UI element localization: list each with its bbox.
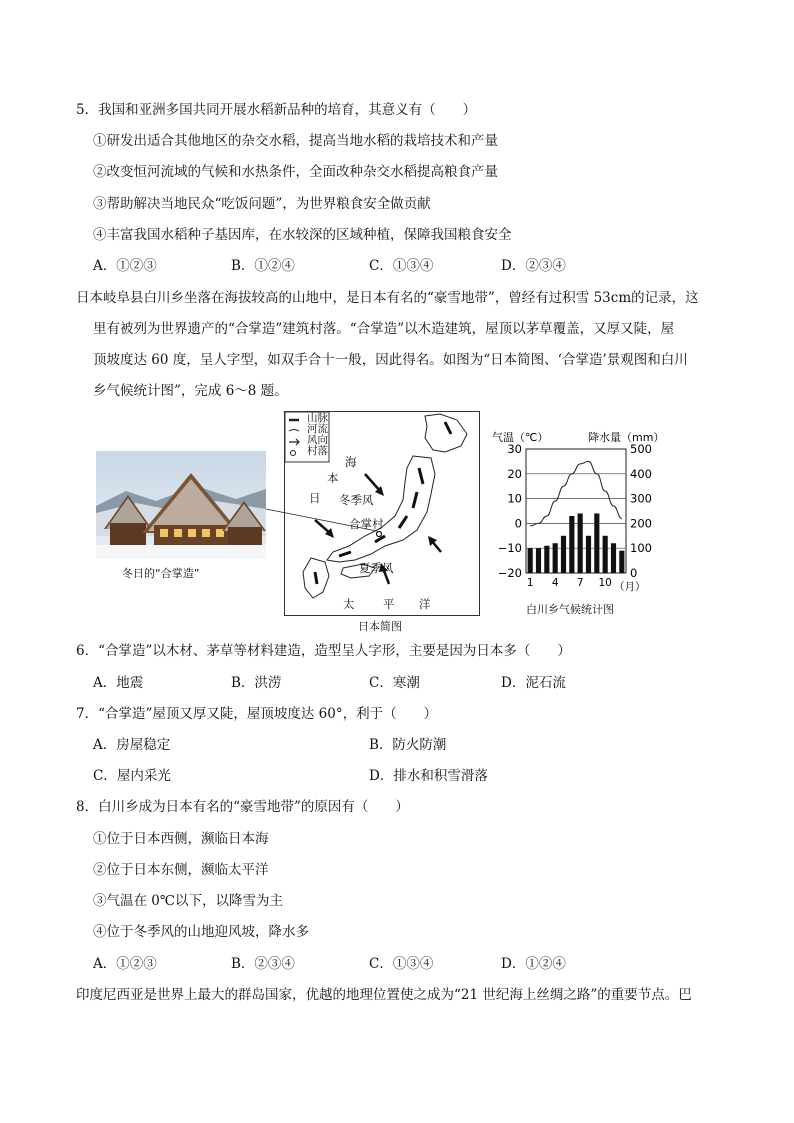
precip-bar xyxy=(578,513,583,573)
y-left-tick: −20 xyxy=(497,566,522,580)
precip-bar xyxy=(603,536,608,573)
precip-bar xyxy=(594,513,599,573)
passage1-line-3: 顶坡度达 60 度，呈人字型，如双手合十一般，因此得名。如图为“日本简图、‘合掌造’景观图和白川 xyxy=(93,352,688,368)
label-sea-3: 日 xyxy=(309,491,321,505)
y-left-tick: 30 xyxy=(507,442,522,456)
y-left-tick: 20 xyxy=(507,466,522,481)
q6-option-a[interactable]: A．地震 xyxy=(93,675,144,691)
q7-stem: 7．“合掌造”屋顶又厚又陡，屋顶坡度达 60°，利于（ ） xyxy=(76,706,438,722)
q8-item-4: ④位于冬季风的山地迎风坡，降水多 xyxy=(93,924,309,940)
q6-option-c[interactable]: C．寒潮 xyxy=(369,675,420,691)
precip-bar xyxy=(569,516,574,573)
label-ocean-1: 太 xyxy=(343,597,355,611)
q8-option-b[interactable]: B．②③④ xyxy=(231,956,295,972)
q5-stem: 5．我国和亚洲多国共同开展水稻新品种的培育，其意义有（ ） xyxy=(76,102,477,118)
precip-bar xyxy=(611,543,616,573)
q7-option-c[interactable]: C．屋内采光 xyxy=(93,768,171,784)
passage1-line-1: 日本岐阜县白川乡坐落在海拔较高的山地中，是日本有名的“豪雪地带”，曾经有过积雪 53cm的记录，这 xyxy=(76,290,699,306)
q7-option-d[interactable]: D．排水和积雪滑落 xyxy=(369,768,488,784)
legend-river: 河流 xyxy=(307,423,328,435)
q5-item-3: ③帮助解决当地民众“吃饭问题”，为世界粮食安全做贡献 xyxy=(93,196,431,212)
label-ocean-3: 洋 xyxy=(419,597,431,611)
x-tick: 10 xyxy=(598,577,612,589)
q5-option-b[interactable]: B．①②④ xyxy=(231,258,295,274)
q8-option-c[interactable]: C．①③④ xyxy=(369,956,434,972)
q6-option-b[interactable]: B．洪涝 xyxy=(231,675,282,691)
q8-option-d[interactable]: D．①②④ xyxy=(501,956,566,972)
q5-item-1: ①研发出适合其他地区的杂交水稻，提高当地水稻的栽培技术和产量 xyxy=(93,133,498,149)
y-right-tick: 200 xyxy=(630,516,652,531)
chart-line xyxy=(530,461,622,525)
passage1-line-4: 乡气候统计图”，完成 6～8 题。 xyxy=(93,383,288,399)
y-right-tick: 400 xyxy=(630,466,652,481)
q7-option-b[interactable]: B．防火防潮 xyxy=(369,737,447,753)
q8-stem: 8．白川乡成为日本有名的“豪雪地带”的原因有（ ） xyxy=(76,799,409,815)
q5-option-d[interactable]: D．②③④ xyxy=(501,258,566,274)
y-left-tick: −10 xyxy=(497,541,522,556)
x-tick: 4 xyxy=(551,577,559,589)
y-right-tick: 0 xyxy=(630,566,638,580)
precip-bar xyxy=(528,548,533,573)
q7-option-a[interactable]: A．房屋稳定 xyxy=(93,737,171,753)
q5-option-c[interactable]: C．①③④ xyxy=(369,258,434,274)
y-left-label: 气温（℃） xyxy=(492,431,549,444)
temperature-line xyxy=(530,461,622,525)
precip-bar xyxy=(619,551,624,573)
chart-ticks xyxy=(498,442,652,589)
precip-bar xyxy=(553,543,558,573)
legend-wind: 风向 xyxy=(307,434,328,446)
label-ocean-2: 平 xyxy=(383,597,395,611)
y-right-label: 降水量（mm） xyxy=(588,431,665,444)
q8-item-2: ②位于日本东侧，濒临太平洋 xyxy=(93,862,269,878)
chart-caption: 白川乡气候统计图 xyxy=(526,603,614,616)
label-village: 合掌村 xyxy=(349,517,384,531)
q5-item-4: ④丰富我国水稻种子基因库，在水较深的区域种植，保障我国粮食安全 xyxy=(93,227,512,243)
label-sea-2: 本 xyxy=(327,471,339,485)
x-tick: 1 xyxy=(526,577,534,589)
q6-option-d[interactable]: D．泥石流 xyxy=(501,675,566,691)
y-left-tick: 0 xyxy=(514,516,522,531)
q6-stem: 6．“合掌造”以木材、茅草等材料建造，造型呈人字形，主要是因为日本多（ ） xyxy=(76,643,571,659)
x-unit-label: （月） xyxy=(614,581,646,593)
x-tick: 7 xyxy=(576,577,584,589)
precip-bar xyxy=(561,536,566,573)
y-right-tick: 100 xyxy=(630,541,652,556)
q8-item-1: ①位于日本西侧，濒临日本海 xyxy=(93,831,269,847)
precip-bar xyxy=(536,548,541,573)
q8-item-3: ③气温在 0℃以下，以降雪为主 xyxy=(93,893,283,909)
label-winter-wind: 冬季风 xyxy=(339,493,374,507)
map-caption: 日本简图 xyxy=(358,620,402,633)
q5-item-2: ②改变恒河流域的气候和水热条件，全面改种杂交水稻提高粮食产量 xyxy=(93,164,498,180)
q5-option-a[interactable]: A．①②③ xyxy=(93,258,157,274)
y-left-tick: 10 xyxy=(507,491,522,506)
climate-chart xyxy=(490,427,670,597)
y-right-tick: 300 xyxy=(630,491,652,506)
passage1-line-2: 里有被列为世界遗产的“合掌造”建筑村落。“合掌造”以木造建筑，屋顶以茅草覆盖，又厚又陡，屋 xyxy=(93,321,675,337)
legend-mountain: 山脉 xyxy=(307,412,328,424)
label-sea-1: 海 xyxy=(345,455,357,469)
label-summer-wind: 夏季风 xyxy=(359,561,394,575)
photo-caption: 冬日的“合掌造” xyxy=(122,567,200,580)
chart-bars xyxy=(528,513,625,573)
y-right-tick: 500 xyxy=(630,442,652,456)
precip-bar xyxy=(544,546,549,573)
passage2-line-1: 印度尼西亚是世界上最大的群岛国家，优越的地理位置使之成为“21 世纪海上丝绸之路”的重要节点。巴 xyxy=(76,987,692,1003)
precip-bar xyxy=(586,536,591,573)
legend-village: 村落 xyxy=(307,445,328,457)
q8-option-a[interactable]: A．①②③ xyxy=(93,956,157,972)
